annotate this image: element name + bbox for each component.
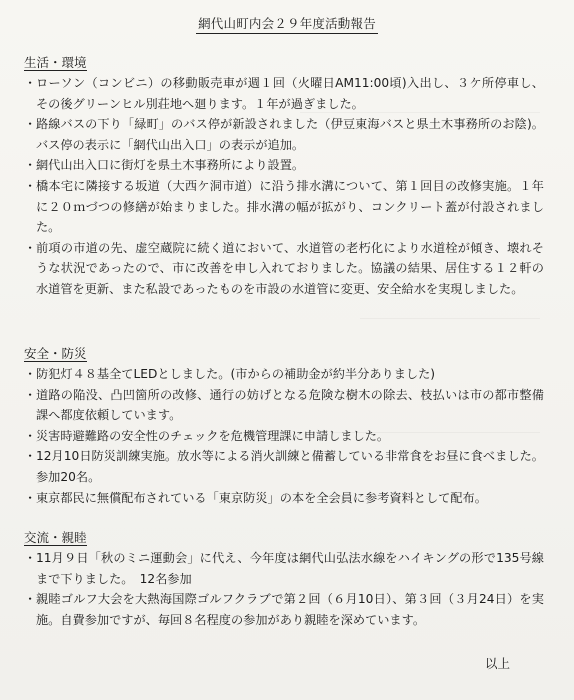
list-item: ・ 防犯灯４８基全てLEDとしました。(市からの補助金が約半分ありました) [24,364,544,385]
bullet-mark: ・ [24,449,37,464]
page-title [0,14,574,34]
bullet-mark: ・ [24,387,37,402]
section-exchange-friendship [24,530,544,630]
item-list [24,364,544,508]
section-living-environment [24,55,544,300]
bullet-mark: ・ [24,592,37,607]
section-heading: 生活・環境 [24,55,87,70]
bullet-mark: ・ [24,428,37,443]
page-title-text: 網代山町内会２９年度活動報告 [196,14,378,34]
bullet-mark: ・ [24,117,37,132]
bullet-mark: ・ [24,76,37,90]
list-item: ・ 11月９日「秋のミニ運動会」に代え、今年度は網代山弘法水線をハイキングの形で135号線まで下りました。 12名参加 [24,548,544,589]
list-item: ・ 親睦ゴルフ大会を大熱海国際ゴルフクラブで第２回（６月10日）、第３回（３月24日）を実施。自費参加ですが、毎回８名程度の参加があり親睦を深めています。 [24,589,544,630]
list-item: ・ 橋本宅に隣接する坂道（大西ケ洞市道）に沿う排水溝について、第１回目の改修実施。１年に２０ｍづつの修繕が始まりました。排水溝の幅が拡がり、コンクリート蓋が付設されました。 [24,176,544,238]
section-safety-disaster [24,346,544,508]
bullet-mark: ・ [24,490,37,505]
list-item: ・ 網代山出入口に街灯を県土木事務所により設置。 [24,155,544,176]
item-list [24,73,544,300]
list-item: ・ 災害時避難路の安全性のチェックを危機管理課に申請しました。 [24,426,544,447]
bullet-mark: ・ [24,240,37,255]
section-heading: 安全・防災 [24,346,87,361]
bullet-mark: ・ [24,367,37,381]
scan-artifact [360,318,540,319]
list-item: ・ 12月10日防災訓練実施。放水等による消火訓練と備蓄している非常食をお昼に食べました。参加20名。 [24,446,544,487]
list-item: ・ 路線バスの下り「緑町」のバス停が新設されました（伊豆東海バスと県土木事務所のお陰)。バス停の表示に「網代山出入口」の表示が追加。 [24,114,544,155]
bullet-mark: ・ [24,551,37,565]
bullet-mark: ・ [24,158,37,173]
list-item: ・ 道路の陥没、凸凹箇所の改修、通行の妨げとなる危険な樹木の除去、枝払いは市の都市整備課へ都度依頼しています。 [24,385,544,426]
closing-mark: 以上 [484,656,510,671]
section-heading: 交流・親睦 [24,530,87,545]
item-list [24,548,544,630]
bullet-mark: ・ [24,178,37,193]
list-item: ・ ローソン（コンビニ）の移動販売車が週１回（火曜日AM11:00頃)入出し、３ケ所停車し、その後グリーンヒル別荘地へ廻ります。１年が過ぎました。 [24,73,544,114]
list-item: ・ 東京都民に無償配布されている「東京防災」の本を全会員に参考資料として配布。 [24,488,544,509]
list-item: ・ 前項の市道の先、虚空蔵院に続く道において、水道管の老朽化により水道栓が傾き、壊れそうな状況であったので、市に改善を申し入れておりました。協議の結果、居住する１２軒の水道管を更新、また私設であったものを市設の水道管に変更、安全給水を実現しました。 [24,238,544,300]
